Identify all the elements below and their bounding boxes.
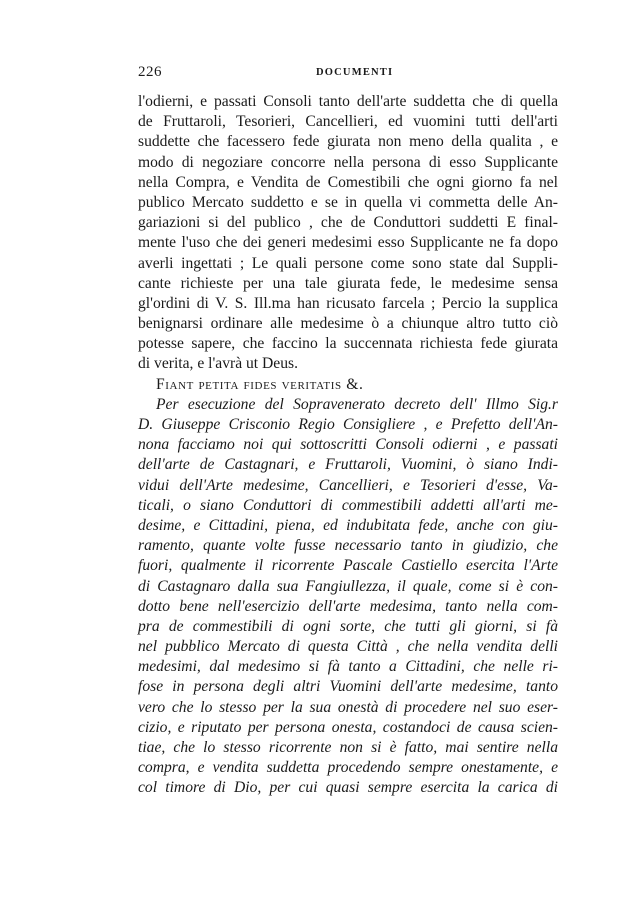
text-line: di verita, e l'avrà ut Deus. bbox=[138, 355, 298, 373]
text-line: vero che lo stesso per la sua onestà di procedere nel suo eser- bbox=[138, 698, 558, 716]
text-line: de Fruttaroli, Tesorieri, Cancellieri, ed vuomini tutti dell'arti bbox=[138, 113, 558, 131]
text-line: gariazioni si del publico , che de Conduttori suddetti E final- bbox=[138, 214, 558, 232]
text-line: publico Mercato suddetto e se in quella vi commetta delle An- bbox=[138, 193, 558, 211]
text-line: dell'arte de Castagnari, e Fruttaroli, Vuomini, ò siano Indi- bbox=[138, 456, 558, 474]
text-line: tiae, che lo stesso ricorrente non si è fatto, mai sentire nella bbox=[138, 739, 558, 756]
text-line: cizio, e riputato per persona onesta, costandoci de causa scien- bbox=[138, 718, 558, 736]
text-line: fuori, qualmente il ricorrente Pascale Castiello esercita l'Arte bbox=[138, 557, 558, 575]
text-line: modo di negoziare concorre nella persona di esso Supplicante bbox=[138, 153, 558, 171]
text-line: potesse sapere, che faccino la succennata richiesta fede giurata bbox=[138, 335, 558, 353]
text-line: fose in persona degli altri Vuomini dell'arte medesime, tanto bbox=[138, 678, 558, 696]
text-line: medesimi, dal medesimo si fà tanto a Cittadini, che nelle ri- bbox=[138, 658, 558, 676]
body-text bbox=[138, 92, 558, 799]
text-line: pra de commestibili di ogni sorte, che tutti gli giorni, si fà bbox=[138, 617, 558, 635]
text-line: desime, e Cittadini, piena, ed indubitata fede, anche con giu- bbox=[138, 516, 558, 534]
text-line: nel pubblico Mercato di questa Città , che nella vendita delli bbox=[138, 638, 558, 656]
text-line: compra, e vendita suddetta procedendo sempre onestamente, e bbox=[138, 759, 558, 777]
text-line: Per esecuzione del Sopravenerato decreto dell' Illmo Sig.r bbox=[156, 395, 558, 413]
text-line: mente l'uso che dei generi medesimi esso Supplicante ne fa dopo bbox=[138, 234, 558, 252]
running-head: DOCUMENTI bbox=[316, 67, 394, 78]
text-line: averli ingettati ; Le quali persone come sono state dal Suppli- bbox=[138, 254, 558, 272]
text-line: nella Compra, e Vendita de Comestibili che ogni giorno fa nel bbox=[138, 173, 558, 191]
text-line: ramento, quante volte fusse necessario tanto in giudizio, che bbox=[138, 537, 558, 555]
text-line: col timore di Dio, per cui quasi sempre esercita la carica di bbox=[138, 779, 558, 797]
text-line: dotto bene nell'esercizio dell'arte medesima, tanto nella com- bbox=[138, 597, 558, 615]
text-line: D. Giuseppe Crisconio Regio Consigliere , e Prefetto dell'An- bbox=[138, 416, 558, 433]
text-line: l'odierni, e passati Consoli tanto dell'arte suddetta che di quella bbox=[138, 93, 558, 110]
text-line: di Castagnaro dalla sua Fangiullezza, il quale, come si è con- bbox=[138, 577, 558, 595]
text-line: gl'ordini di V. S. Ill.ma han ricusato farcela ; Percio la supplica bbox=[138, 294, 558, 312]
text-line: nona facciamo noi qui sottoscritti Consoli odierni , e passati bbox=[138, 436, 558, 454]
page-number: 226 bbox=[138, 64, 162, 80]
paragraph-petition bbox=[138, 92, 558, 375]
text-line: benignarsi ordinare alle medesime ò a chiunque altro tutto ciò bbox=[138, 315, 558, 333]
text-line: ticali, o siano Conduttori di commestibili addetti all'arti me- bbox=[138, 496, 558, 514]
page-header bbox=[138, 64, 558, 84]
text-line: suddette che facessero fede giurata non meno della qualita , e bbox=[138, 133, 558, 151]
fiant-line: Fiant petita fides veritatis &. bbox=[156, 375, 364, 393]
text-line: vidui dell'Arte medesime, Cancellieri, e Tesorieri d'esse, Va- bbox=[138, 476, 558, 494]
paragraph-testimony bbox=[138, 395, 558, 799]
text-line: cante richieste per una tale giurata fede, le medesime sensa bbox=[138, 274, 558, 292]
